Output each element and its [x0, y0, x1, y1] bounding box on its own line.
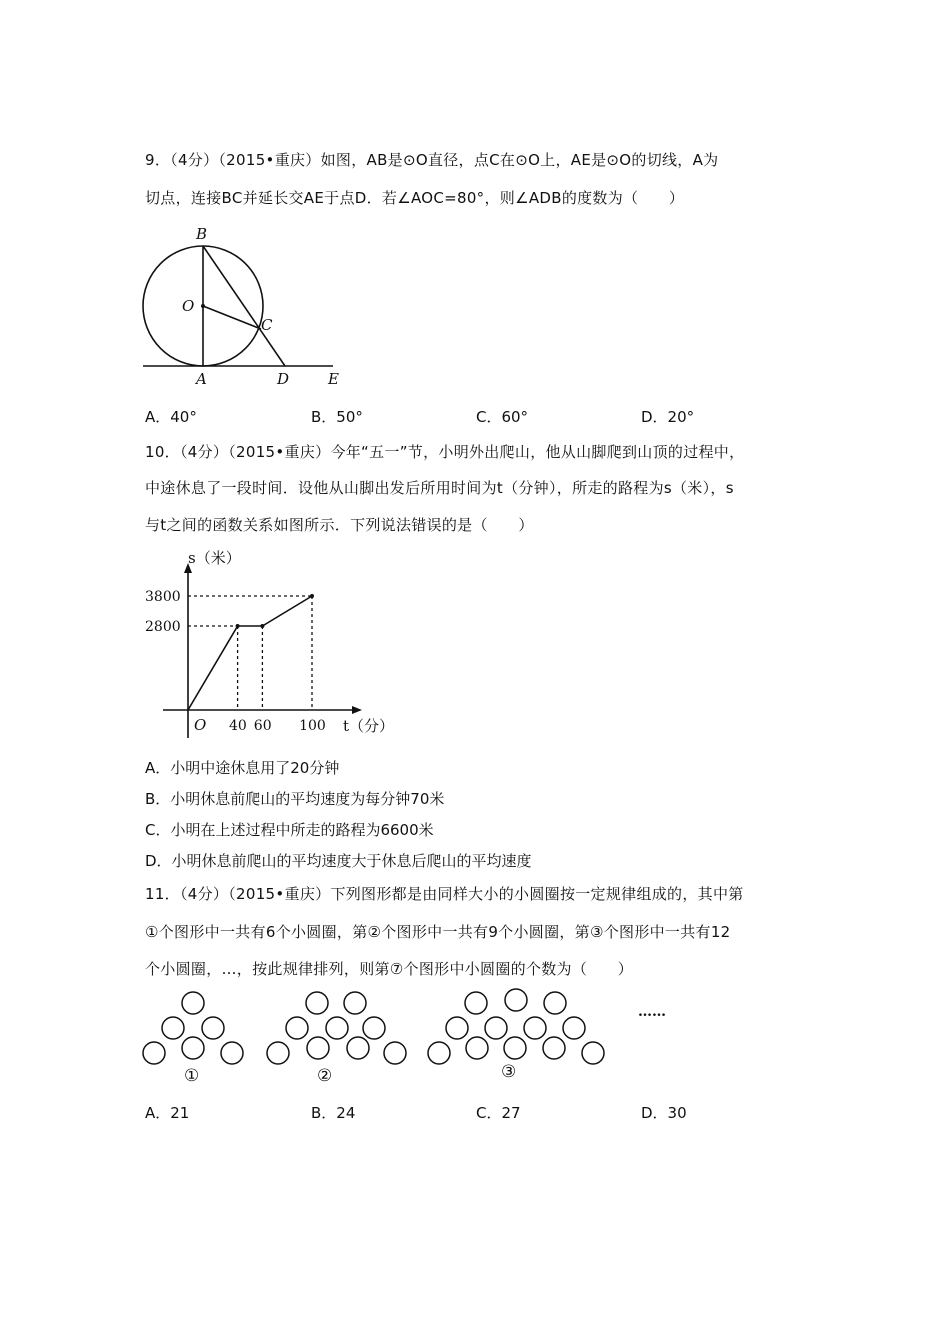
label-a: A: [196, 370, 207, 388]
label-d: D: [277, 370, 290, 388]
pattern-1-circle-6: [221, 1042, 243, 1064]
q10-distance-time-graph: [140, 543, 410, 743]
pattern-1-circle-5: [182, 1037, 204, 1059]
pattern-2-circle-1: [306, 992, 328, 1014]
q10-option-c[interactable]: C．小明在上述过程中所走的路程为6600米: [145, 821, 434, 839]
q11-option-a[interactable]: A．21: [145, 1104, 190, 1122]
label-c: C: [261, 316, 273, 334]
pattern-2-circle-5: [363, 1017, 385, 1039]
q9-stem-line2: 切点，连接BC并延长交AE于点D．若∠AOC=80°，则∠ADB的度数为（ ）: [145, 189, 685, 207]
q10-stem-line3: 与t之间的函数关系如图所示．下列说法错误的是（ ）: [145, 516, 534, 534]
x-tick-60: 60: [253, 718, 272, 734]
pattern-ellipsis: ……: [638, 1004, 666, 1020]
y-axis-label: s（米）: [188, 549, 241, 567]
q11-option-d[interactable]: D．30: [641, 1104, 687, 1122]
pattern-2-circle-2: [344, 992, 366, 1014]
label-o: O: [182, 297, 195, 315]
pattern-2-circle-8: [347, 1037, 369, 1059]
pattern-3-circle-6: [524, 1017, 546, 1039]
pattern-2-circle-9: [384, 1042, 406, 1064]
x-axis-arrow: [352, 706, 362, 714]
pattern-3-circle-4: [446, 1017, 468, 1039]
q9-option-b[interactable]: B．50°: [311, 408, 363, 426]
origin-label: O: [194, 716, 207, 734]
x-axis-label: t（分）: [343, 717, 395, 735]
pattern-1-circle-4: [143, 1042, 165, 1064]
q10-option-d[interactable]: D．小明休息前爬山的平均速度大于休息后爬山的平均速度: [145, 852, 532, 870]
pattern-label-2: ②: [317, 1066, 333, 1086]
pattern-3-circle-3: [544, 992, 566, 1014]
pattern-label-1: ①: [184, 1066, 200, 1086]
q10-option-a[interactable]: A．小明中途休息用了20分钟: [145, 759, 340, 777]
q11-circle-pattern-figure: [140, 985, 680, 1095]
pattern-3-circle-1: [465, 992, 487, 1014]
pattern-3-circle-9: [466, 1037, 488, 1059]
pattern-2-circle-7: [307, 1037, 329, 1059]
pattern-1-circle-3: [202, 1017, 224, 1039]
pattern-1-circle-2: [162, 1017, 184, 1039]
q9-circle-figure: [140, 222, 350, 387]
x-tick-40: 40: [229, 718, 247, 734]
y-tick-3800: 3800: [145, 589, 181, 605]
q10-stem-line1: 10．（4分）（2015•重庆）今年“五一”节，小明外出爬山，他从山脚爬到山顶的过程中，: [145, 443, 745, 461]
x-tick-100: 100: [299, 718, 326, 734]
data-point-40: [236, 624, 240, 628]
data-point-60: [260, 624, 264, 628]
q11-stem-line1: 11．（4分）（2015•重庆）下列图形都是由同样大小的小圆圈按一定规律组成的，其中第: [145, 885, 744, 903]
label-b: B: [196, 225, 208, 243]
q11-stem-line3: 个小圆圈，…，按此规律排列，则第⑦个图形中小圆圈的个数为（ ）: [145, 960, 634, 978]
data-point-100: [310, 594, 314, 598]
pattern-3-circle-7: [563, 1017, 585, 1039]
q9-option-a[interactable]: A．40°: [145, 408, 197, 426]
line-bd: [203, 246, 285, 366]
pattern-3-circle-11: [543, 1037, 565, 1059]
label-e: E: [328, 370, 339, 388]
q10-option-b[interactable]: B．小明休息前爬山的平均速度为每分钟70米: [145, 790, 445, 808]
pattern-2-circle-6: [267, 1042, 289, 1064]
q9-option-c[interactable]: C．60°: [476, 408, 529, 426]
y-tick-2800: 2800: [145, 619, 181, 635]
q9-stem-line1: 9．（4分）（2015•重庆）如图，AB是⊙O直径，点C在⊙O上，AE是⊙O的切线，A为: [145, 151, 719, 169]
pattern-2-circle-3: [286, 1017, 308, 1039]
pattern-3-circle-12: [582, 1042, 604, 1064]
pattern-2-circle-4: [326, 1017, 348, 1039]
pattern-3-circle-8: [428, 1042, 450, 1064]
pattern-1-circle-1: [182, 992, 204, 1014]
q10-stem-line2: 中途休息了一段时间．设他从山脚出发后所用时间为t（分钟），所走的路程为s（米），s: [145, 479, 734, 497]
q11-option-c[interactable]: C．27: [476, 1104, 521, 1122]
pattern-3-circle-5: [485, 1017, 507, 1039]
q9-option-d[interactable]: D．20°: [641, 408, 695, 426]
q11-option-b[interactable]: B．24: [311, 1104, 356, 1122]
series-line: [188, 596, 312, 710]
q11-stem-line2: ①个图形中一共有6个小圆圈，第②个图形中一共有9个小圆圈，第③个图形中一共有12: [145, 923, 731, 941]
pattern-label-3: ③: [501, 1062, 517, 1082]
pattern-3-circle-10: [504, 1037, 526, 1059]
center-point: [201, 304, 205, 308]
pattern-3-circle-2: [505, 989, 527, 1011]
